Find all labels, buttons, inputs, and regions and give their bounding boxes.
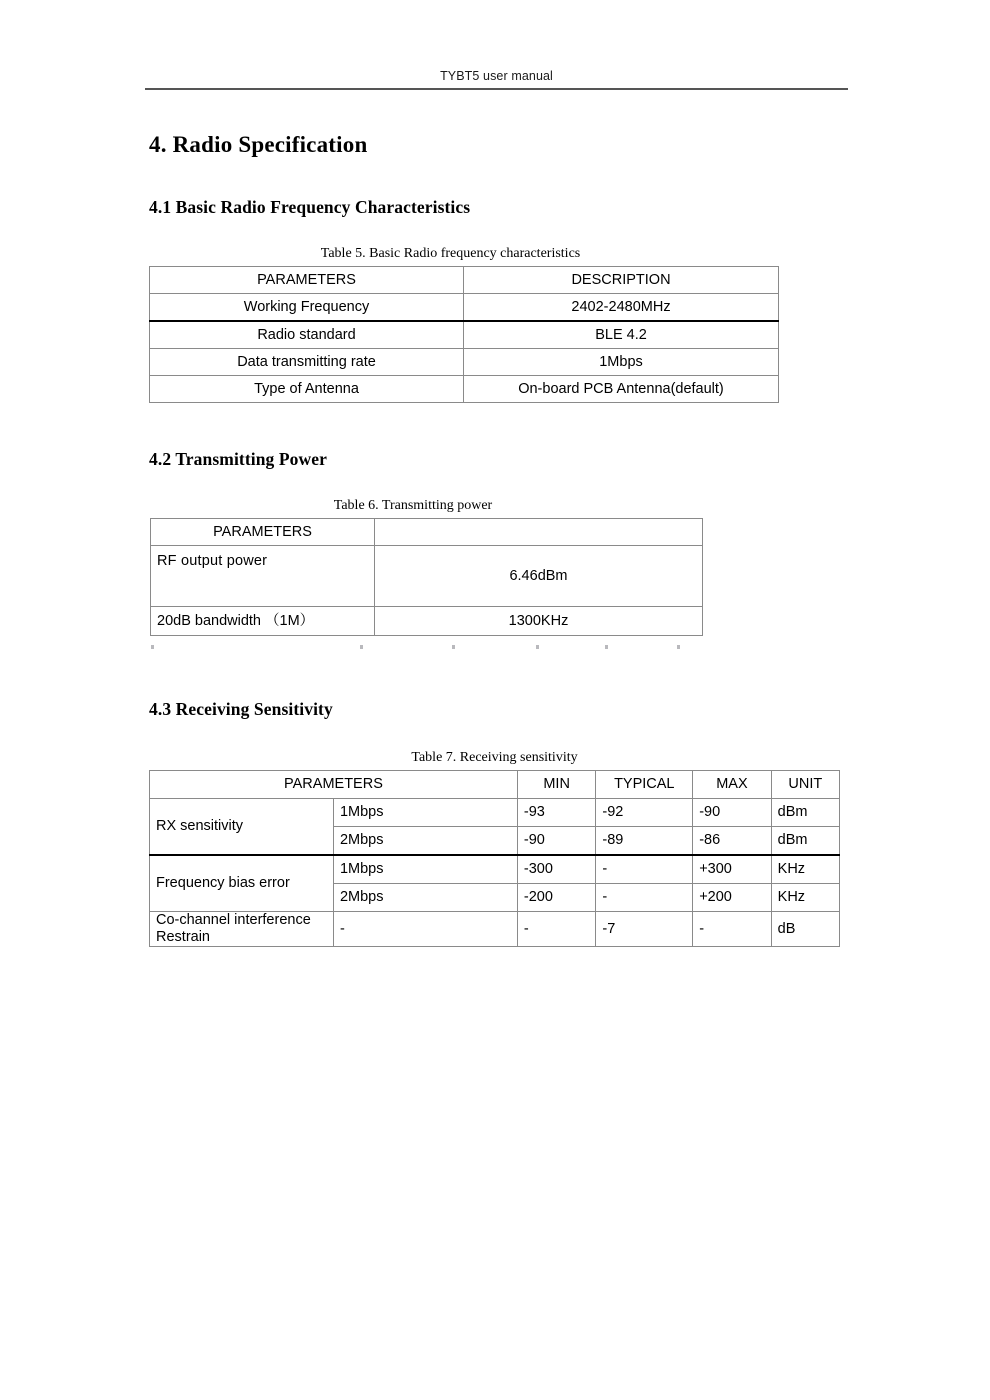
- table-row: [150, 799, 840, 827]
- scan-artifact-specks: [0, 645, 990, 655]
- table5-cell-parameter: Type of Antenna: [150, 376, 464, 403]
- table7-cell-min: -300: [517, 855, 595, 884]
- table-row: [150, 349, 779, 376]
- table7-cell-typical: -92: [596, 799, 693, 827]
- table7-cell-parameter: Frequency bias error: [150, 855, 334, 912]
- table-caption-table-6: Table 6. Transmitting power: [333, 498, 493, 513]
- table7-cell-min: -200: [517, 884, 595, 912]
- table5-cell-parameter: Data transmitting rate: [150, 349, 464, 376]
- table6-cell-value: 1300KHz: [375, 607, 703, 636]
- table7-cell-parameter: RX sensitivity: [150, 799, 334, 856]
- table5-cell-description: BLE 4.2: [464, 321, 779, 349]
- table6-header-parameters: PARAMETERS: [151, 519, 375, 546]
- table7-cell-typical: -: [596, 855, 693, 884]
- table-receiving-sensitivity: [149, 770, 840, 947]
- table7-header-min: MIN: [517, 771, 595, 799]
- table7-cell-rate: 2Mbps: [333, 884, 517, 912]
- table-transmitting-power: [150, 518, 703, 636]
- table7-cell-parameter: Co-channel interference Restrain: [150, 912, 334, 947]
- table-caption-table-5: Table 5. Basic Radio frequency characteristics: [320, 246, 581, 261]
- table5-header-parameters: PARAMETERS: [150, 267, 464, 294]
- table5-cell-parameter: Working Frequency: [150, 294, 464, 322]
- subsection-heading-basic-radio-frequency-characteristics: 4.1 Basic Radio Frequency Characteristics: [149, 197, 471, 217]
- table7-cell-unit: dBm: [771, 827, 839, 856]
- table-row: [150, 855, 840, 884]
- running-header-title: TYBT5 user manual: [440, 69, 553, 83]
- table-row: [150, 321, 779, 349]
- table-header-row: [150, 771, 840, 799]
- table5-cell-description: On-board PCB Antenna(default): [464, 376, 779, 403]
- table7-header-parameters: PARAMETERS: [150, 771, 518, 799]
- table7-cell-typical: -89: [596, 827, 693, 856]
- table7-cell-rate: -: [333, 912, 517, 947]
- table6-cell-parameter: 20dB bandwidth （1M）: [151, 607, 375, 636]
- table7-cell-unit: KHz: [771, 855, 839, 884]
- table7-header-typical: TYPICAL: [596, 771, 693, 799]
- header-divider-rule: [145, 88, 848, 90]
- table-row: [151, 546, 703, 607]
- table5-cell-description: 1Mbps: [464, 349, 779, 376]
- table-caption-table-7: Table 7. Receiving sensitivity: [411, 750, 578, 765]
- table7-header-max: MAX: [693, 771, 771, 799]
- subsection-heading-receiving-sensitivity: 4.3 Receiving Sensitivity: [149, 699, 333, 719]
- table7-cell-max: +300: [693, 855, 771, 884]
- table7-cell-rate: 2Mbps: [333, 827, 517, 856]
- table7-cell-max: -90: [693, 799, 771, 827]
- table7-cell-max: -86: [693, 827, 771, 856]
- table7-cell-typical: -7: [596, 912, 693, 947]
- table7-header-unit: UNIT: [771, 771, 839, 799]
- table5-cell-description: 2402-2480MHz: [464, 294, 779, 322]
- table-row: [150, 294, 779, 322]
- table5-header-description: DESCRIPTION: [464, 267, 779, 294]
- table7-cell-min: -93: [517, 799, 595, 827]
- table-row: [150, 912, 840, 947]
- table7-cell-unit: KHz: [771, 884, 839, 912]
- table7-cell-max: +200: [693, 884, 771, 912]
- table6-header-value: [375, 519, 703, 546]
- table-header-row: [150, 267, 779, 294]
- table6-cell-value: 6.46dBm: [375, 546, 703, 607]
- table5-cell-parameter: Radio standard: [150, 321, 464, 349]
- table7-cell-rate: 1Mbps: [333, 799, 517, 827]
- page-running-header: [145, 68, 848, 84]
- table7-cell-min: -: [517, 912, 595, 947]
- table7-cell-min: -90: [517, 827, 595, 856]
- table-row: [151, 607, 703, 636]
- section-heading-radio-specification: 4. Radio Specification: [149, 132, 368, 157]
- table-header-row: [151, 519, 703, 546]
- table6-cell-parameter: RF output power: [151, 546, 375, 607]
- table7-cell-rate: 1Mbps: [333, 855, 517, 884]
- table-basic-radio-frequency-characteristics: [149, 266, 779, 403]
- table7-cell-typical: -: [596, 884, 693, 912]
- table-row: [150, 376, 779, 403]
- table7-cell-unit: dB: [771, 912, 839, 947]
- table7-cell-max: -: [693, 912, 771, 947]
- table7-cell-unit: dBm: [771, 799, 839, 827]
- subsection-heading-transmitting-power: 4.2 Transmitting Power: [149, 449, 327, 469]
